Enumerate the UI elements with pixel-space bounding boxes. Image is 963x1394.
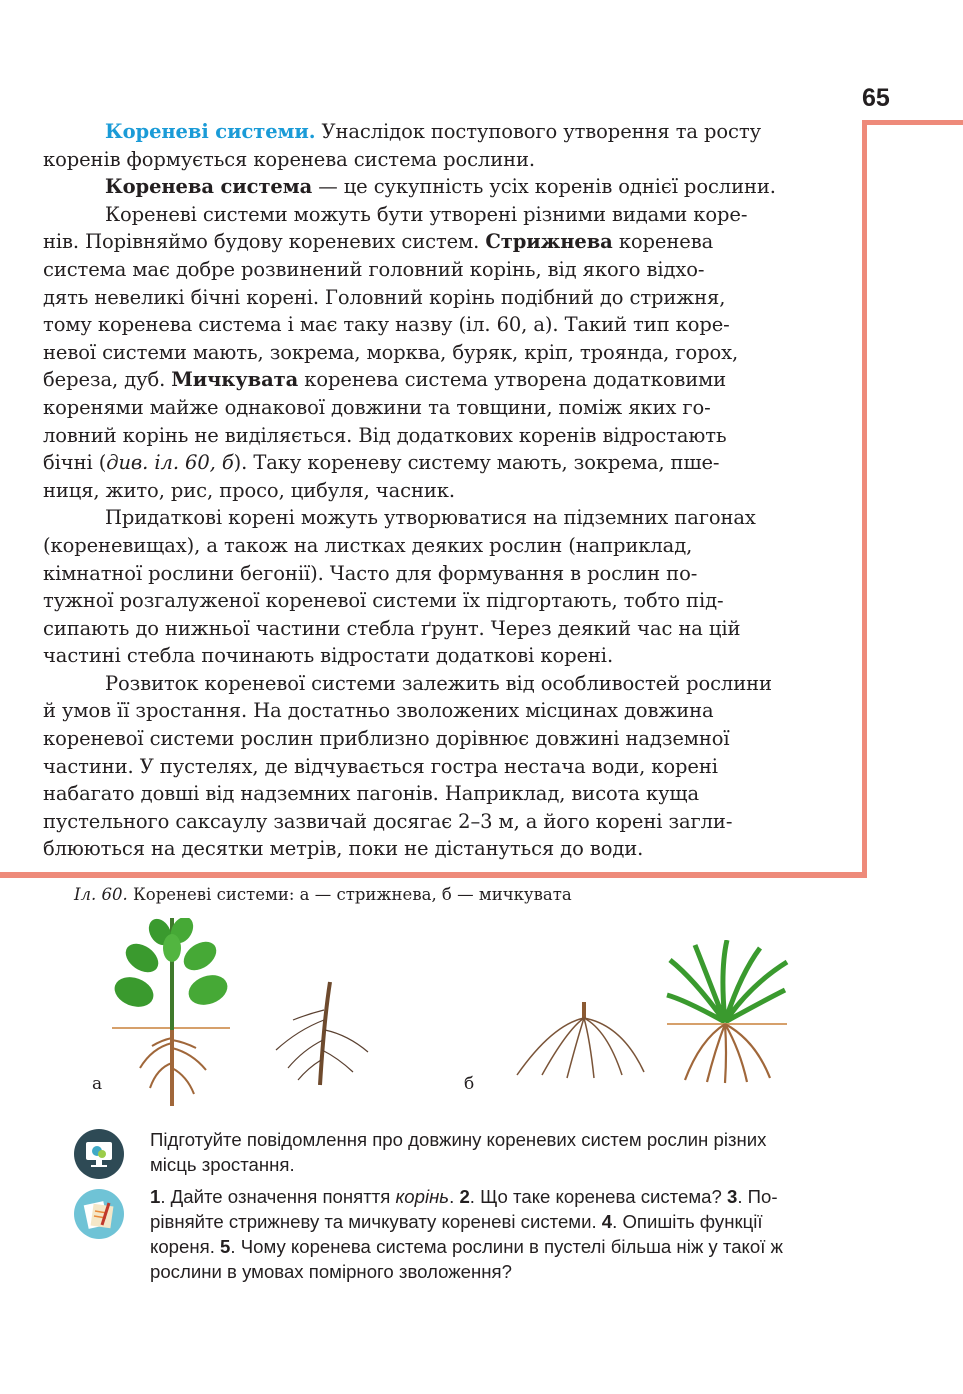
task-line: Підготуйте повідомлення про довжину кореневих систем рослин різних [150,1129,767,1150]
question-number: 1 [150,1186,161,1207]
text-line: коренів формується коренева система рослини. [43,147,536,171]
text-line: ). Таку кореневу систему мають, зокрема, пше- [233,451,720,475]
text-line: Унаслідок поступового утворення та росту [315,120,761,143]
task-line: місць зростання. [150,1154,295,1175]
question-text: . По- [737,1186,778,1207]
text-line: тужної розгалуженої кореневої системи їх підгортають, тобто під- [43,589,724,613]
text-line: Придаткові корені можуть утворюватися на підземних пагонах [105,506,756,530]
figure-label-a: а [92,1074,103,1094]
paragraph-1 [43,118,840,173]
text-line: частині стебла починають відростати додаткові корені. [43,644,614,668]
task-questions [150,1184,878,1284]
caption-ref: Іл. 60. [74,885,128,904]
text-line: ловний корінь не виділяється. Від додаткових коренів відростають [43,423,727,447]
notebook-pen-icon [74,1189,124,1239]
computer-presentation-icon [74,1129,124,1179]
term-root-system: Коренева система [105,175,313,199]
text-line: Розвиток кореневої системи залежить від особливостей рослини [105,671,772,695]
text-line: береза, дуб. [43,368,172,392]
task-presentation [150,1127,878,1177]
question-text: рівняйте стрижневу та мичкувату кореневі системи. [150,1211,602,1232]
question-text: . Чому коренева система рослини в пустелі більша ніж у такої ж [230,1236,784,1257]
taproot-plant-illustration [112,918,232,1108]
paragraph-5 [43,670,840,863]
question-text: кореня. [150,1236,221,1257]
text-line: невої системи мають, зокрема, морква, буряк, кріп, троянда, горох, [43,340,739,364]
text-line: набагато довші від надземних пагонів. Наприклад, висота куща [43,782,699,806]
text-line: бічні ( [43,451,107,475]
text-line: дять невеликі бічні корені. Головний корінь подібний до стрижня, [43,285,726,309]
paragraph-3 [43,201,840,505]
question-term: корінь [395,1186,450,1207]
text-line: система має добре розвинений головний корінь, від якого відхо- [43,257,705,281]
text-line: коренева [612,230,714,254]
text-line: кореневої системи рослин приблизно дорівнює довжині надземної [43,727,730,751]
question-text: . Дайте означення поняття [160,1186,396,1207]
term-fibrous: Мичкувата [171,368,299,392]
term-taproot: Стрижнева [485,230,613,254]
text-line: — це сукупність усіх коренів однієї рослини. [312,175,776,199]
frame-right-border [862,120,867,878]
figure-label-b: б [464,1074,475,1094]
fibrous-root-illustration [512,1000,647,1080]
body-text [43,118,840,863]
text-line: тому коренева система і має таку назву (іл. 60, а). Такий тип коре- [43,313,730,337]
frame-bottom-border [0,872,867,878]
text-line: нів. Порівняймо будову кореневих систем. [43,230,486,254]
text-line: кімнатної рослини бегонії). Часто для формування в рослин по- [43,561,698,585]
text-line: ниця, жито, рис, просо, цибуля, часник. [43,478,455,502]
paragraph-4 [43,504,840,670]
question-number: 2 [459,1186,470,1207]
question-text: . Що таке коренева система? [469,1186,727,1207]
frame-top-border [862,120,963,125]
taproot-root-illustration [268,980,378,1090]
text-line: коренева система утворена додатковими [298,368,727,392]
text-line: коренями майже однакової довжини та товщини, поміж яких го- [43,395,711,419]
figure-reference: див. іл. 60, б [106,451,234,475]
text-line: блюються на десятки метрів, поки не дістануться до води. [43,837,644,861]
question-number: 3 [726,1186,738,1207]
question-number: 4 [601,1211,613,1232]
fibrous-plant-illustration [665,940,790,1085]
caption-text: Кореневі системи: а — стрижнева, б — мичкувата [127,885,572,904]
text-line: сипають до нижньої частини стебла ґрунт. Через деякий час на цій [43,616,741,640]
paragraph-2 [74,173,840,201]
section-heading: Кореневі системи. [105,120,316,143]
text-line: Кореневі системи можуть бути утворені різними видами коре- [105,202,748,226]
question-text: . [449,1186,460,1207]
figure-caption [74,885,572,904]
text-line: (кореневищах), а також на листках деяких рослин (наприклад, [43,533,693,557]
text-line: пустельного саксаулу зазвичай досягає 2–3 м, а його корені загли- [43,809,733,833]
question-text: . Опишіть функції [612,1211,763,1232]
text-line: частини. У пустелях, де відчувається гостра нестача води, корені [43,754,718,778]
question-text: рослини в умовах помірного зволоження? [150,1261,512,1282]
text-line: й умов її зростання. На достатньо зволожених місцинах довжина [43,699,714,723]
page-number: 65 [862,84,890,112]
question-number: 5 [220,1236,231,1257]
